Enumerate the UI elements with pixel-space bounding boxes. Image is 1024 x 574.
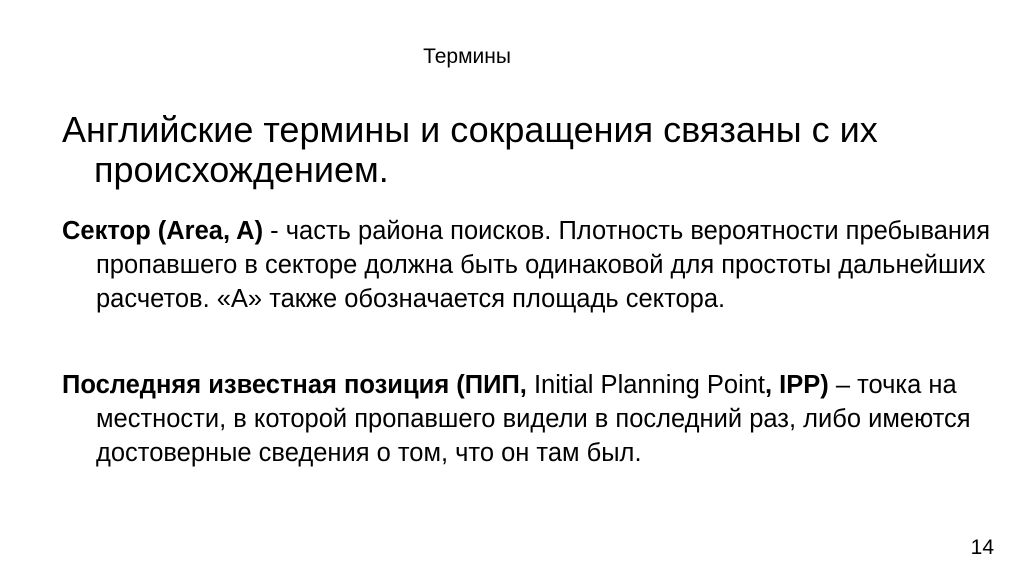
definition-text: - часть района поисков. Плотность вероятности пребывания пропавшего в секторе должна быть одинаковой для простоты дальнейших расчетов. «А» также обозначается площадь сектора. (96, 217, 991, 313)
page-number: 14 (970, 536, 994, 559)
intro-paragraph: Английские термины и сокращения связаны с их происхождением. (62, 109, 878, 190)
definition-term: Последняя известная позиция (ПИП, (62, 371, 527, 399)
definition-term: Сектор (Area, A) (62, 217, 264, 245)
definition-term-english: Initial Planning Point (526, 371, 766, 399)
definition-sector (62, 214, 1016, 316)
definition-term-abbreviation: , IPP) (765, 371, 829, 399)
slide-title: Термины (423, 45, 511, 68)
definition-last-known-position (62, 368, 1016, 470)
definition-text: – точка на местности, в которой пропавшего видели в последний раз, либо имеются достоверные сведения о том, что он там был. (96, 371, 971, 467)
